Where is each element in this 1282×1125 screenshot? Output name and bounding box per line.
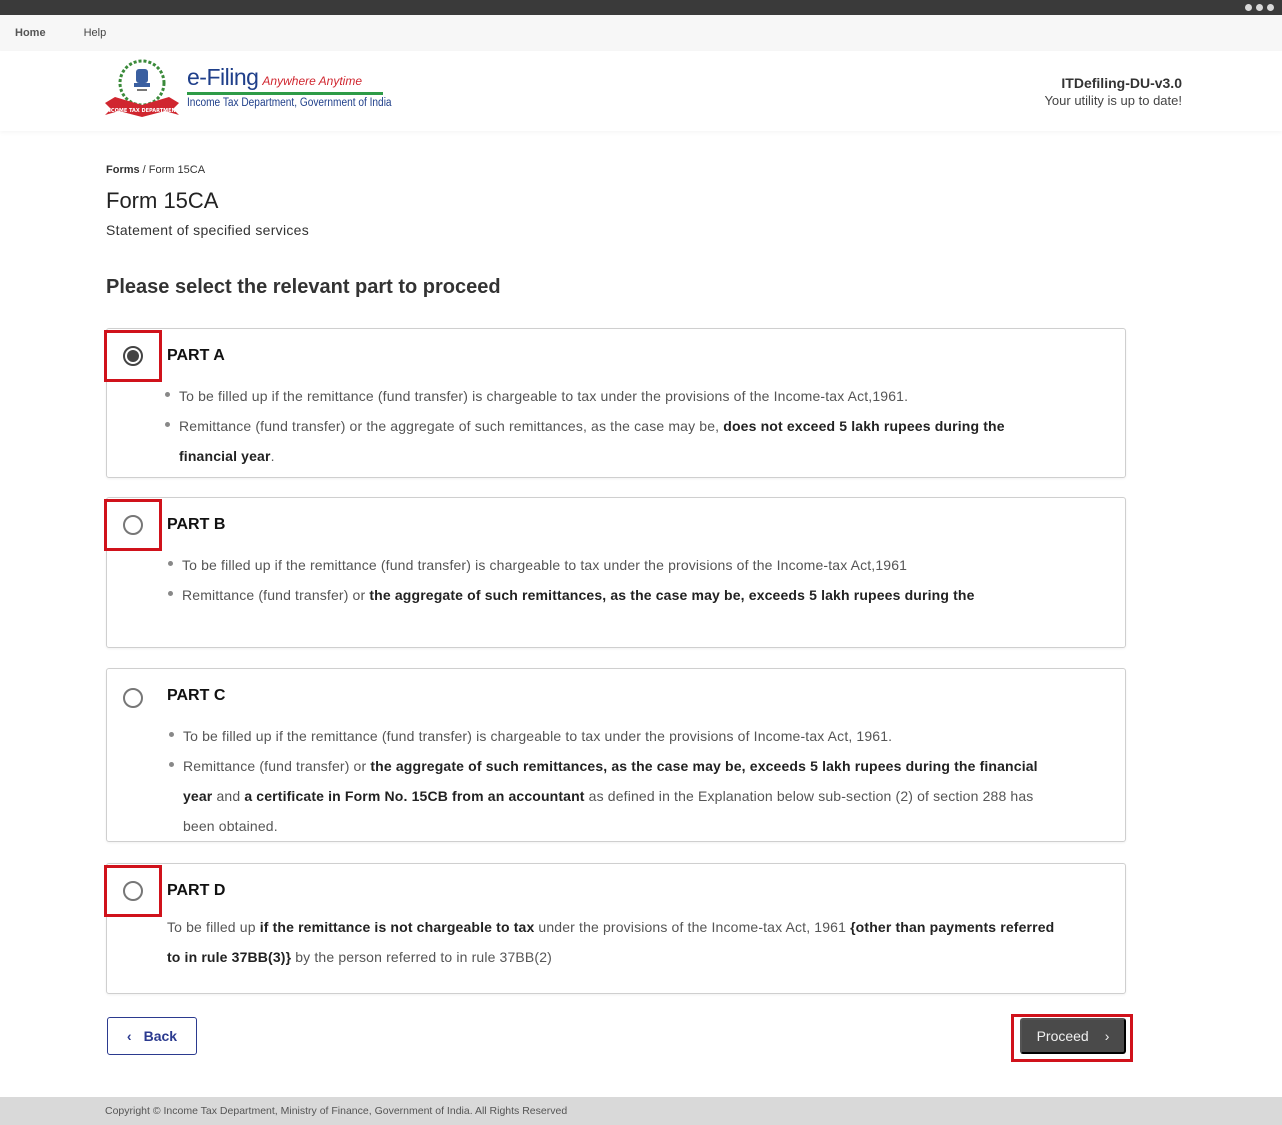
- utility-status: Your utility is up to date!: [1044, 93, 1182, 108]
- dot-icon: [1245, 4, 1252, 11]
- part-d-card[interactable]: [106, 863, 1126, 994]
- main-content: [106, 164, 1126, 299]
- breadcrumb-current: Form 15CA: [148, 164, 206, 176]
- breadcrumb: [106, 164, 1126, 176]
- part-a-radio[interactable]: [123, 346, 143, 366]
- logo-divider: [187, 92, 383, 95]
- efiling-logo: [103, 59, 419, 117]
- part-a-radio-highlight[interactable]: [104, 330, 162, 382]
- part-a-bullet: Remittance (fund transfer) or the aggregate of such remittances, as the case may be, does not exceed 5 lakh rupees during the financial year.: [163, 411, 1063, 471]
- page-subtitle: Statement of specified services: [106, 222, 310, 238]
- part-c-card[interactable]: [106, 668, 1126, 842]
- logo-department: Income Tax Department, Government of India: [187, 97, 392, 109]
- app-header: [0, 51, 1282, 131]
- part-a-card[interactable]: [106, 328, 1126, 478]
- back-button[interactable]: [107, 1017, 197, 1055]
- emblem-icon: [103, 59, 181, 117]
- part-b-bullet: To be filled up if the remittance (fund transfer) is chargeable to tax under the provisions of the Income-tax Act,1961: [166, 550, 1066, 580]
- breadcrumb-separator: /: [139, 164, 149, 176]
- logo-tagline: Anywhere Anytime: [262, 74, 363, 88]
- part-d-title: PART D: [167, 882, 226, 899]
- part-c-bullet: To be filled up if the remittance (fund transfer) is chargeable to tax under the provisions of Income-tax Act, 1961.: [167, 721, 1067, 751]
- part-b-card[interactable]: [106, 497, 1126, 648]
- part-c-radio-wrap[interactable]: [104, 672, 162, 724]
- chevron-left-icon: ‹: [126, 1028, 132, 1044]
- dot-icon: [1267, 4, 1274, 11]
- proceed-button-label: Proceed: [1036, 1028, 1089, 1044]
- part-d-description: To be filled up if the remittance is not chargeable to tax under the provisions of the Income-tax Act, 1961 {other than payments referred to in rule 37BB(3)} by the person referred to in rule 37BB(2): [167, 919, 1055, 965]
- menu-help[interactable]: Help: [83, 27, 107, 39]
- menu-home[interactable]: Home: [15, 27, 46, 39]
- chevron-right-icon: ›: [1104, 1028, 1110, 1044]
- part-b-radio[interactable]: [123, 515, 143, 535]
- page-title: Form 15CA: [106, 188, 219, 213]
- back-button-label: Back: [143, 1028, 178, 1044]
- part-b-radio-highlight[interactable]: [104, 499, 162, 551]
- part-a-bullet: To be filled up if the remittance (fund transfer) is chargeable to tax under the provisions of the Income-tax Act,1961.: [163, 381, 1063, 411]
- part-b-title: PART B: [167, 516, 226, 533]
- utility-info: [1044, 75, 1182, 108]
- selection-prompt: Please select the relevant part to proceed: [106, 276, 501, 298]
- part-c-title: PART C: [167, 687, 226, 704]
- svg-text:INCOME TAX DEPARTMENT: INCOME TAX DEPARTMENT: [104, 108, 180, 114]
- breadcrumb-forms-link[interactable]: Forms: [106, 164, 140, 176]
- window-menu-button[interactable]: [1245, 4, 1274, 11]
- utility-version: ITDefiling-DU-v3.0: [1061, 75, 1182, 91]
- window-titlebar: [0, 0, 1282, 15]
- logo-title: e-Filing: [187, 64, 259, 90]
- part-a-title: PART A: [167, 347, 225, 364]
- proceed-button[interactable]: [1020, 1018, 1126, 1054]
- dot-icon: [1256, 4, 1263, 11]
- part-c-bullet: Remittance (fund transfer) or the aggregate of such remittances, as the case may be, exceeds 5 lakh rupees during the financial year and a certificate in Form No. 15CB from an accountant as defined in the Explanation below sub-section (2) of section 288 has been obtained.: [167, 751, 1067, 841]
- part-c-radio[interactable]: [123, 688, 143, 708]
- part-d-radio[interactable]: [123, 881, 143, 901]
- menubar: [0, 15, 1282, 51]
- footer-copyright: Copyright © Income Tax Department, Ministry of Finance, Government of India. All Rights Reserved: [0, 1097, 1282, 1125]
- part-b-bullet: Remittance (fund transfer) or the aggregate of such remittances, as the case may be, exceeds 5 lakh rupees during the: [166, 580, 1066, 610]
- part-d-radio-highlight[interactable]: [104, 865, 162, 917]
